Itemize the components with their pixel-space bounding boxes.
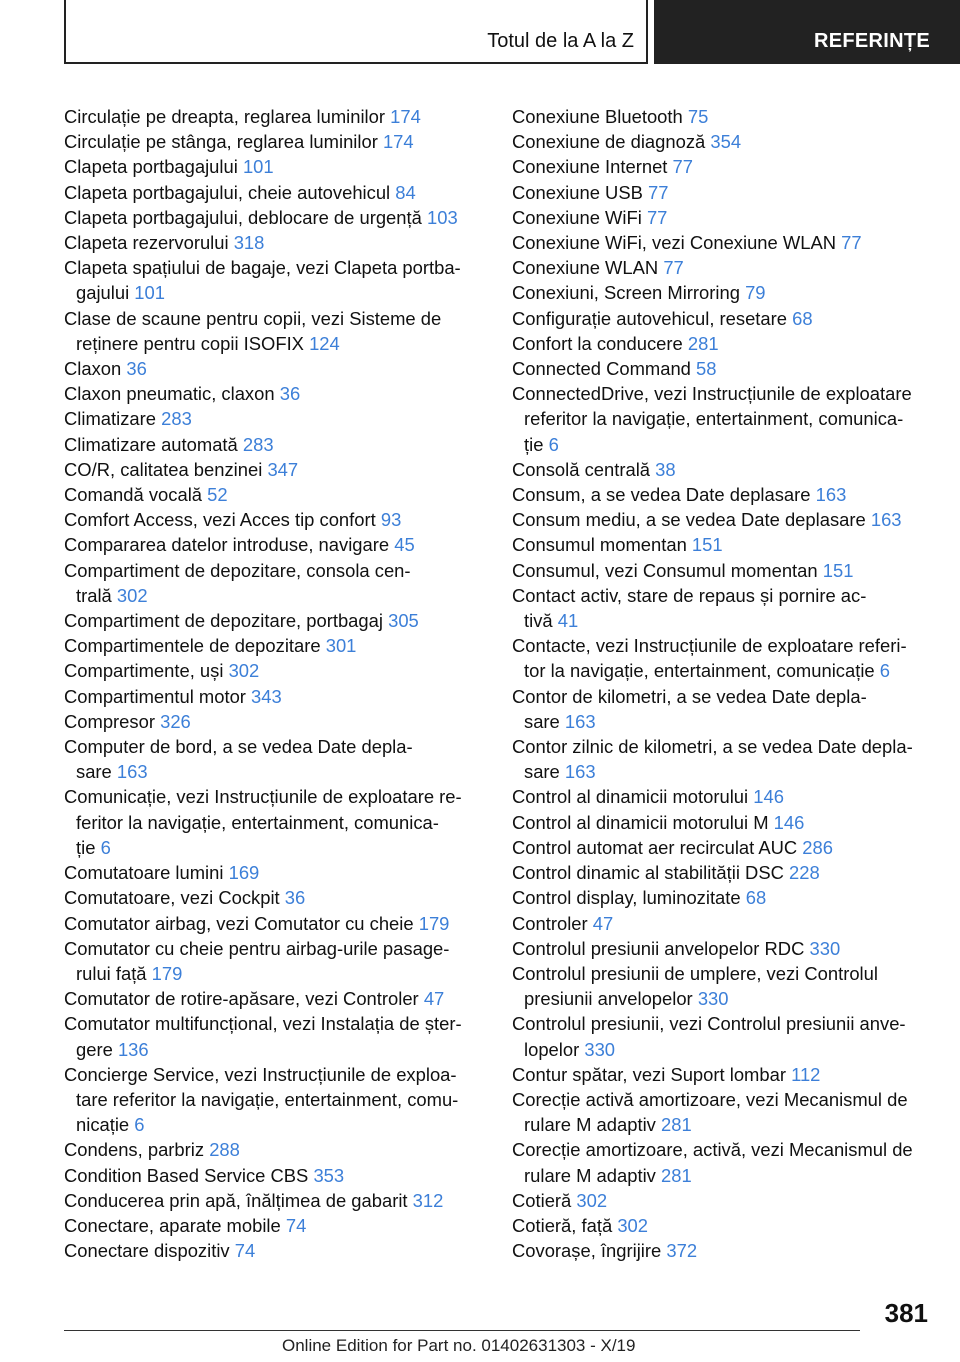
index-entry-text: Condition Based Service CBS <box>64 1164 309 1186</box>
page-link[interactable]: 330 <box>809 937 841 959</box>
index-entry-text: Climatizare <box>64 408 156 430</box>
index-entry <box>512 1087 942 1137</box>
page-link[interactable]: 326 <box>160 710 191 732</box>
page-link[interactable]: 283 <box>161 408 192 430</box>
index-entry-text: Conexiuni, Screen Mirroring <box>512 282 740 304</box>
page-link[interactable]: 330 <box>697 988 729 1010</box>
index-entry <box>64 1062 484 1138</box>
index-entry-text: Contur spătar, vezi Suport lombar <box>512 1063 786 1085</box>
index-entry <box>64 1163 484 1188</box>
index-entry-text: ție <box>524 433 544 455</box>
page-link[interactable]: 146 <box>753 786 784 808</box>
page-link[interactable]: 52 <box>207 484 228 506</box>
index-entry <box>512 961 942 1011</box>
index-column-right <box>512 104 942 1263</box>
index-entry-text: Comandă vocală <box>64 484 203 506</box>
index-entry <box>512 734 942 784</box>
index-entry-text: Clapeta spațiului de bagaje, vezi Clapeta portba‐ <box>64 257 461 279</box>
index-entry-text: Compartimentele de depozitare <box>64 635 321 657</box>
index-entry-text: Controlul presiunii, vezi Controlul presiunii anve‐ <box>512 1013 906 1035</box>
page-link[interactable]: 288 <box>209 1139 240 1161</box>
page-link[interactable]: 36 <box>279 383 301 405</box>
index-entry <box>64 356 484 381</box>
index-entry <box>64 633 484 658</box>
index-entry <box>64 986 484 1011</box>
index-entry-text: feritor la navigație, entertainment, comunica‐ <box>76 811 439 833</box>
index-entry-text: Clapeta portbagajului, cheie autovehicul <box>64 181 391 203</box>
index-entry <box>64 205 484 230</box>
index-entry <box>512 1011 942 1061</box>
index-column-left <box>64 104 484 1263</box>
index-entry <box>64 180 484 205</box>
index-entry <box>512 180 942 205</box>
index-entry <box>64 608 484 633</box>
page-link[interactable]: 36 <box>126 358 147 380</box>
index-entry-text: referitor la navigație, entertainment, comunica‐ <box>524 408 904 430</box>
index-entry-text: Compartimente, uși <box>64 660 224 682</box>
index-entry-text: Clapeta portbagajului <box>64 156 238 178</box>
index-entry <box>512 684 942 734</box>
page-link[interactable]: 124 <box>309 332 340 354</box>
page-link[interactable]: 47 <box>423 988 445 1010</box>
index-entry-text: sare <box>76 761 112 783</box>
index-entry-text: rulare M adaptiv <box>524 1114 656 1136</box>
page-link[interactable]: 101 <box>242 156 274 178</box>
index-entry-text: Conexiune Bluetooth <box>512 106 683 127</box>
index-entry-text: Control dinamic al stabilității DSC <box>512 862 784 884</box>
page-link[interactable]: 41 <box>557 610 579 632</box>
index-entry <box>512 784 942 809</box>
index-entry <box>512 104 942 129</box>
index-entry <box>512 936 942 961</box>
footer-divider <box>64 1330 860 1331</box>
index-entry-text: ție <box>76 836 96 858</box>
index-entry <box>64 1011 484 1061</box>
index-entry <box>512 835 942 860</box>
index-entry-text: Clapeta rezervorului <box>64 232 229 254</box>
index-entry-text: Contor zilnic de kilometri, a se vedea Date depla‐ <box>512 736 913 758</box>
index-entry <box>512 633 942 683</box>
index-entry <box>64 457 484 482</box>
index-entry-text: Compararea datelor introduse, navigare <box>64 534 390 556</box>
index-entry <box>64 860 484 885</box>
index-entry <box>512 860 942 885</box>
index-entry <box>64 558 484 608</box>
index-entry <box>512 482 942 507</box>
index-entry <box>64 885 484 910</box>
page-link[interactable]: 347 <box>267 458 299 480</box>
page-link[interactable]: 372 <box>666 1240 698 1262</box>
index-entry-text: Consolă centrală <box>512 458 651 480</box>
page-link[interactable]: 151 <box>822 559 854 581</box>
page-link[interactable]: 163 <box>870 509 902 531</box>
page-link[interactable]: 146 <box>773 811 805 833</box>
page-link[interactable]: 75 <box>687 106 709 127</box>
page-link[interactable]: 163 <box>815 484 847 506</box>
page-link[interactable]: 6 <box>548 433 559 455</box>
index-entry-text: Comfort Access, vezi Acces tip confort <box>64 509 376 531</box>
index-entry-text: reținere pentru copii ISOFIX <box>76 332 304 354</box>
index-entry-text: Consum, a se vedea Date deplasare <box>512 484 811 506</box>
index-entry-text: Control automat aer recirculat AUC <box>512 836 798 858</box>
index-entry-text: Cotieră <box>512 1189 572 1211</box>
index-entry <box>512 306 942 331</box>
index-entry <box>64 1213 484 1238</box>
index-entry <box>512 1238 942 1263</box>
page-link[interactable]: 283 <box>242 433 274 455</box>
page-link[interactable]: 286 <box>802 836 833 858</box>
index-entry <box>512 129 942 154</box>
index-entry <box>512 810 942 835</box>
index-entry <box>512 255 942 280</box>
index-entry-text: nicație <box>76 1114 130 1136</box>
index-entry <box>512 1188 942 1213</box>
page-link[interactable]: 163 <box>116 761 148 783</box>
page-link[interactable]: 103 <box>426 206 458 228</box>
index-entry-text: Consumul momentan <box>512 534 687 556</box>
index-entry-text: Conducerea prin apă, înălțimea de gabarit <box>64 1189 408 1211</box>
index-entry <box>64 230 484 255</box>
index-entry <box>64 381 484 406</box>
page-link[interactable]: 47 <box>592 912 614 934</box>
index-entry-text: Contacte, vezi Instrucțiunile de exploatare referi‐ <box>512 635 907 657</box>
page-link[interactable]: 68 <box>792 307 813 329</box>
page-link[interactable]: 302 <box>576 1189 608 1211</box>
page-link[interactable]: 312 <box>412 1189 444 1211</box>
index-entry-text: Conexiune USB <box>512 181 643 203</box>
page-link[interactable]: 281 <box>661 1114 692 1136</box>
index-entry <box>64 911 484 936</box>
index-entry-text: Concierge Service, vezi Instrucțiunile de exploa‐ <box>64 1063 457 1085</box>
page-link[interactable]: 281 <box>687 332 719 354</box>
index-entry-text: Clase de scaune pentru copii, vezi Sisteme de <box>64 307 442 329</box>
index-entry-text: Comutatoare, vezi Cockpit <box>64 887 280 909</box>
index-entry-text: Computer de bord, a se vedea Date depla‐ <box>64 736 413 758</box>
page-link[interactable]: 228 <box>789 862 820 884</box>
page-link[interactable]: 302 <box>116 584 148 606</box>
index-entry <box>64 507 484 532</box>
header-section-title: Totul de la A la Z <box>487 30 634 52</box>
index-entry <box>64 784 484 860</box>
index-entry-text: Compartiment de depozitare, portbagaj <box>64 610 383 632</box>
index-entry <box>64 709 484 734</box>
footer-edition: Online Edition for Part no. 01402631303 - X/19 <box>282 1336 636 1355</box>
index-entry-text: Contor de kilometri, a se vedea Date depla‐ <box>512 685 867 707</box>
index-entry-text: Conexiune Internet <box>512 156 668 178</box>
page-link[interactable]: 302 <box>617 1214 648 1236</box>
page-link[interactable]: 174 <box>382 131 414 153</box>
index-entry-text: trală <box>76 584 112 606</box>
index-entry-text: Control al dinamicii motorului <box>512 786 749 808</box>
page-link[interactable]: 302 <box>228 660 260 682</box>
index-entry-text: Claxon <box>64 358 122 380</box>
index-entry-text: Comutator airbag, vezi Comutator cu cheie <box>64 912 414 934</box>
page-link[interactable]: 74 <box>285 1214 307 1236</box>
page-link[interactable]: 353 <box>313 1164 345 1186</box>
page-link[interactable]: 151 <box>691 534 723 556</box>
index-entry-text: Compartiment de depozitare, consola cen‐ <box>64 559 411 581</box>
page-link[interactable]: 330 <box>584 1038 616 1060</box>
index-entry <box>512 1213 942 1238</box>
index-entry <box>64 684 484 709</box>
index-entry-text: gere <box>76 1038 113 1060</box>
page-link[interactable]: 79 <box>745 282 766 304</box>
index-entry-text: Comutator multifuncțional, vezi Instalația de șter‐ <box>64 1013 462 1035</box>
page-link[interactable]: 305 <box>388 610 419 632</box>
index-entry-text: Circulație pe stânga, reglarea luminilor <box>64 131 378 153</box>
page-link[interactable]: 6 <box>879 660 890 682</box>
page-link[interactable]: 77 <box>663 257 684 279</box>
index-entry <box>512 280 942 305</box>
index-entry-text: Conexiune WLAN <box>512 257 659 279</box>
index-entry-text: Consum mediu, a se vedea Date deplasare <box>512 509 866 531</box>
page-link[interactable]: 179 <box>418 912 450 934</box>
page-link[interactable]: 77 <box>647 181 669 203</box>
page-link[interactable]: 84 <box>395 181 416 203</box>
index-entry <box>512 911 942 936</box>
index-entry <box>512 885 942 910</box>
index-entry-text: Corecție amortizoare, activă, vezi Mecanismul de <box>512 1139 913 1161</box>
index-entry <box>64 532 484 557</box>
index-entry-text: rului față <box>76 962 147 984</box>
page-link[interactable]: 6 <box>134 1114 145 1136</box>
index-entry <box>512 1062 942 1087</box>
index-entry <box>64 129 484 154</box>
index-entry-text: Conectare dispozitiv <box>64 1240 230 1262</box>
index-entry-text: Claxon pneumatic, claxon <box>64 383 275 405</box>
page-link[interactable]: 6 <box>100 836 111 858</box>
page-link[interactable]: 354 <box>710 131 742 153</box>
index-entry-text: ConnectedDrive, vezi Instrucțiunile de exploatare <box>512 383 912 405</box>
index-entry <box>64 255 484 305</box>
index-entry <box>512 457 942 482</box>
header-section-box <box>64 0 648 64</box>
index-entry <box>512 532 942 557</box>
index-entry-text: Cotieră, față <box>512 1214 613 1236</box>
index-entry-text: Conexiune WiFi, vezi Conexiune WLAN <box>512 232 837 254</box>
page-link[interactable]: 112 <box>791 1063 821 1085</box>
index-entry-text: Controler <box>512 912 588 934</box>
index-entry-text: Compartimentul motor <box>64 685 246 707</box>
index-entry <box>64 306 484 356</box>
page-link[interactable]: 163 <box>564 761 596 783</box>
index-entry <box>64 104 484 129</box>
index-entry-text: Contact activ, stare de repaus și pornire ac‐ <box>512 584 867 606</box>
page-link[interactable]: 101 <box>134 282 165 304</box>
index-entry-text: Configurație autovehicul, resetare <box>512 307 787 329</box>
index-entry-text: presiunii anvelopelor <box>524 988 693 1010</box>
index-entry-text: Consumul, vezi Consumul momentan <box>512 559 818 581</box>
index-entry <box>512 583 942 633</box>
index-entry <box>512 331 942 356</box>
index-entry-text: Control display, luminozitate <box>512 887 741 909</box>
index-entry-text: Conexiune de diagnoză <box>512 131 706 153</box>
page-link[interactable]: 58 <box>696 358 717 380</box>
page-link[interactable]: 74 <box>234 1240 256 1262</box>
index-entry-text: Clapeta portbagajului, deblocare de urgență <box>64 206 422 228</box>
index-entry-text: Compresor <box>64 710 155 732</box>
index-entry-text: Comunicație, vezi Instrucțiunile de exploatare re‐ <box>64 786 462 808</box>
index-entry <box>512 507 942 532</box>
index-entry <box>64 734 484 784</box>
index-entry <box>64 154 484 179</box>
index-entry-text: Comutatoare lumini <box>64 862 224 884</box>
page-link[interactable]: 318 <box>233 232 265 254</box>
index-entry-text: sare <box>524 761 560 783</box>
index-entry-text: tare referitor la navigație, entertainment, comu‐ <box>76 1088 459 1110</box>
index-entry <box>64 1137 484 1162</box>
index-entry <box>512 356 942 381</box>
index-entry-text: Comutator de rotire-apăsare, vezi Controler <box>64 988 419 1010</box>
index-entry-text: rulare M adaptiv <box>524 1164 656 1186</box>
index-entry <box>512 205 942 230</box>
index-entry-text: sare <box>524 710 560 732</box>
header-chapter-tab[interactable] <box>654 0 960 64</box>
page-link[interactable]: 68 <box>745 887 767 909</box>
page-link[interactable]: 77 <box>841 232 862 254</box>
page-link[interactable]: 38 <box>655 458 676 480</box>
index-entry-text: lopelor <box>524 1038 580 1060</box>
index-entry <box>512 381 942 457</box>
page-link[interactable]: 77 <box>646 206 668 228</box>
page-link[interactable]: 77 <box>672 156 693 178</box>
index-entry-text: Circulație pe dreapta, reglarea luminilor <box>64 106 385 127</box>
index-entry-text: Comutator cu cheie pentru airbag-urile pasage‐ <box>64 937 450 959</box>
page-link[interactable]: 301 <box>325 635 357 657</box>
page-link[interactable]: 174 <box>390 106 421 127</box>
index-entry <box>64 658 484 683</box>
page-link[interactable]: 169 <box>228 862 260 884</box>
page-link[interactable]: 45 <box>394 534 415 556</box>
page-link[interactable]: 343 <box>251 685 282 707</box>
index-entry-text: Control al dinamicii motorului M <box>512 811 769 833</box>
page-number: 381 <box>884 1298 928 1328</box>
page-link[interactable]: 136 <box>117 1038 149 1060</box>
index-entry <box>512 1137 942 1187</box>
index-entry-text: CO/R, calitatea benzinei <box>64 458 263 480</box>
index-entry-text: Controlul presiunii de umplere, vezi Controlul <box>512 962 878 984</box>
index-entry-text: tivă <box>524 610 553 632</box>
page-link[interactable]: 36 <box>284 887 306 909</box>
index-entry <box>64 1238 484 1263</box>
index-entry-text: Condens, parbriz <box>64 1139 205 1161</box>
index-entry <box>64 432 484 457</box>
page-link[interactable]: 93 <box>380 509 402 531</box>
index-entry <box>512 230 942 255</box>
index-entry <box>64 936 484 986</box>
index-entry-text: Confort la conducere <box>512 332 683 354</box>
index-entry-text: Connected Command <box>512 358 691 380</box>
index-entry-text: Conectare, aparate mobile <box>64 1214 281 1236</box>
index-entry-text: Corecție activă amortizoare, vezi Mecanismul de <box>512 1088 908 1110</box>
index-entry-text: Controlul presiunii anvelopelor RDC <box>512 937 805 959</box>
page-link[interactable]: 163 <box>564 710 596 732</box>
index-entry <box>64 1188 484 1213</box>
index-entry <box>512 558 942 583</box>
index-entry <box>64 482 484 507</box>
index-entry <box>512 154 942 179</box>
page-link[interactable]: 281 <box>661 1164 692 1186</box>
index-entry-text: tor la navigație, entertainment, comunicație <box>524 660 875 682</box>
index-entry-text: Covorașe, îngrijire <box>512 1240 662 1262</box>
index-entry-text: Conexiune WiFi <box>512 206 642 228</box>
index-entry <box>64 406 484 431</box>
index-entry-text: Climatizare automată <box>64 433 238 455</box>
page-link[interactable]: 179 <box>151 962 183 984</box>
index-entry-text: gajului <box>76 282 130 304</box>
header-chapter-title: REFERINȚE <box>814 30 931 52</box>
